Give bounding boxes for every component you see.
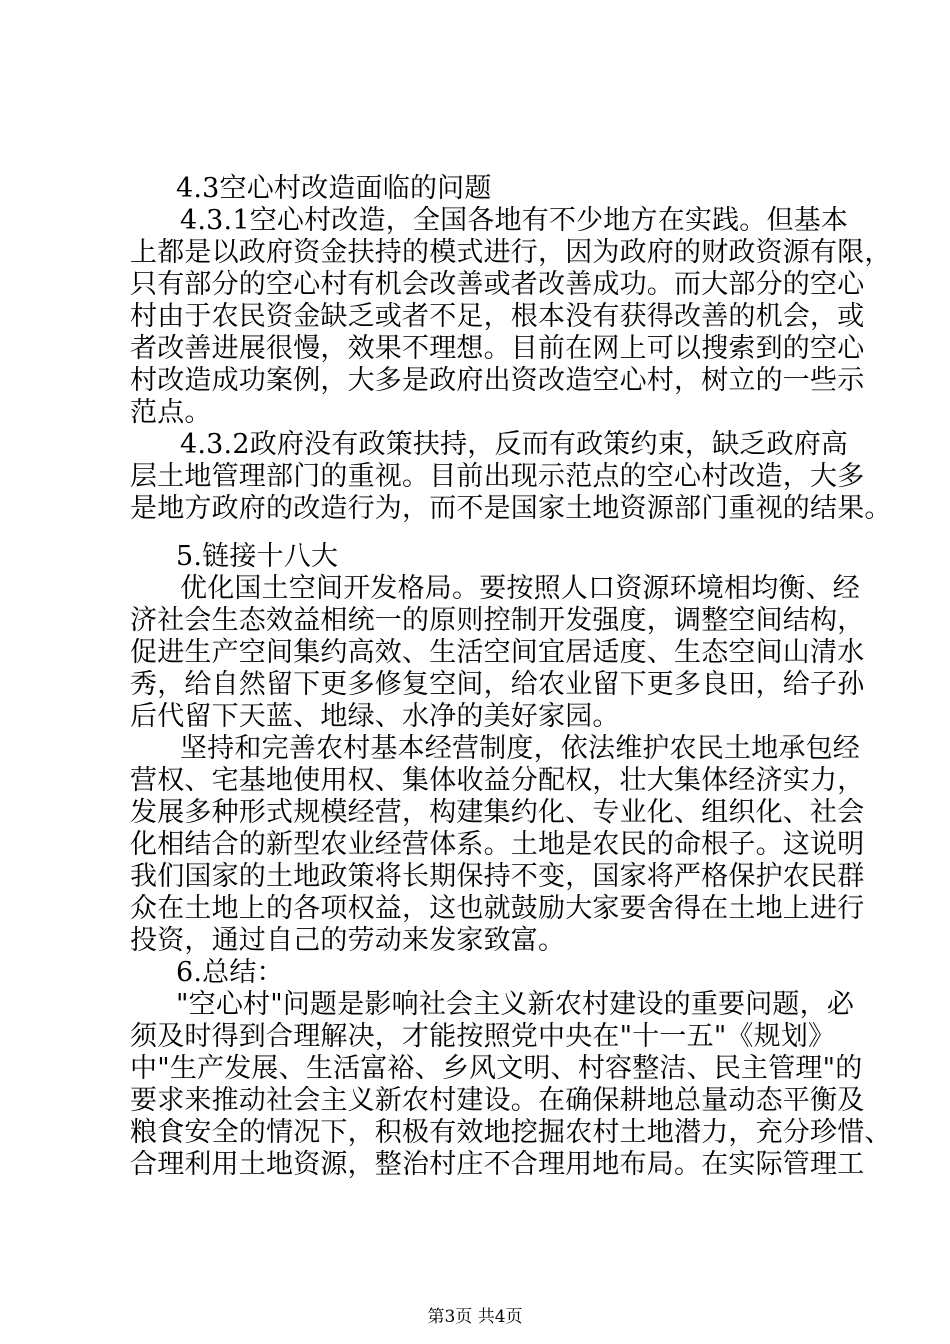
paragraph-line: 秀，给自然留下更多修复空间，给农业留下更多良田，给子孙 [130,669,865,700]
section-heading-6: 6.总结： [176,957,284,988]
paragraph-line: 村由于农民资金缺乏或者不足，根本没有获得改善的机会，或 [130,301,865,332]
paragraph-line: 投资，通过自己的劳动来发家致富。 [130,925,566,956]
paragraph-line: 中"生产发展、生活富裕、乡风文明、村容整洁、民主管理"的 [130,1053,863,1084]
section-heading-4-3: 4.3空心村改造面临的问题 [176,173,492,204]
paragraph-line: 营权、宅基地使用权、集体收益分配权，壮大集体经济实力， [130,765,865,796]
paragraph-line: 须及时得到合理解决，才能按照党中央在"十一五"《规划》 [130,1021,836,1052]
paragraph-line: 发展多种形式规模经营，构建集约化、专业化、组织化、社会 [130,797,865,828]
paragraph-line: 我们国家的土地政策将长期保持不变，国家将严格保护农民群 [130,861,865,892]
paragraph-line: 粮食安全的情况下，积极有效地挖掘农村土地潜力，充分珍惜、 [130,1117,892,1148]
paragraph-line: 村改造成功案例，大多是政府出资改造空心村，树立的一些示 [130,365,865,396]
paragraph-line: 是地方政府的改造行为，而不是国家土地资源部门重视的结果。 [130,493,892,524]
paragraph-line: 范点。 [130,397,212,428]
paragraph-line: 促进生产空间集约高效、生活空间宜居适度、生态空间山清水 [130,637,865,668]
paragraph-line: 4.3.1空心村改造，全国各地有不少地方在实践。但基本 [180,205,849,236]
paragraph-line: 后代留下天蓝、地绿、水净的美好家园。 [130,701,620,732]
section-heading-5: 5.链接十八大 [176,541,339,572]
paragraph-line: 者改善进展很慢，效果不理想。目前在网上可以搜索到的空心 [130,333,865,364]
paragraph-line: 化相结合的新型农业经营体系。土地是农民的命根子。这说明 [130,829,865,860]
paragraph-line: 合理利用土地资源，整治村庄不合理用地布局。在实际管理工 [130,1149,865,1180]
paragraph-line: 济社会生态效益相统一的原则控制开发强度，调整空间结构， [130,605,865,636]
paragraph-line: 上都是以政府资金扶持的模式进行，因为政府的财政资源有限， [130,237,892,268]
paragraph-line: 层土地管理部门的重视。目前出现示范点的空心村改造，大多 [130,461,865,492]
paragraph-line: 坚持和完善农村基本经营制度，依法维护农民土地承包经 [180,733,860,764]
paragraph-line: 众在土地上的各项权益，这也就鼓励大家要舍得在土地上进行 [130,893,865,924]
paragraph-line: 优化国土空间开发格局。要按照人口资源环境相均衡、经 [180,573,860,604]
paragraph-line: 4.3.2政府没有政策扶持，反而有政策约束，缺乏政府高 [180,429,849,460]
paragraph-line: 只有部分的空心村有机会改善或者改善成功。而大部分的空心 [130,269,865,300]
page-footer: 第3页 共4页 [427,1307,523,1327]
paragraph-line: 要求来推动社会主义新农村建设。在确保耕地总量动态平衡及 [130,1085,865,1116]
paragraph-line: "空心村"问题是影响社会主义新农村建设的重要问题，必 [176,989,855,1020]
